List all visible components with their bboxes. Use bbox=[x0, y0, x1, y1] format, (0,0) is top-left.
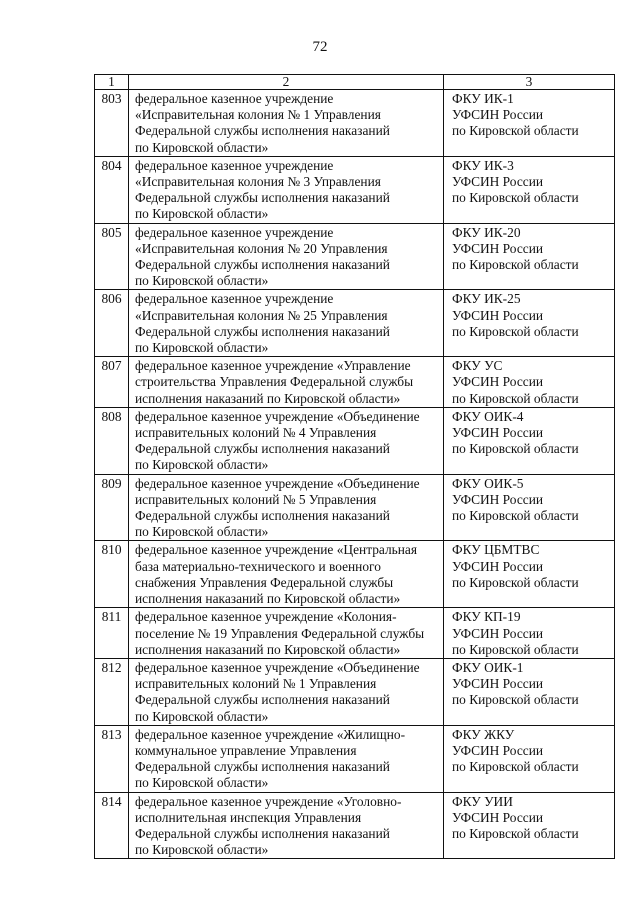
short-name-line: ФКУ ОИК-5 bbox=[452, 475, 524, 491]
short-name-line: УФСИН России bbox=[452, 809, 544, 825]
table-row bbox=[95, 90, 615, 157]
institution-full-name bbox=[129, 792, 444, 859]
name-line: Федеральной службы исполнения наказаний bbox=[135, 825, 390, 841]
name-line: «Исправительная колония № 1 Управления bbox=[135, 107, 381, 123]
institution-full-name bbox=[129, 407, 444, 474]
short-name-line: ФКУ КП-19 bbox=[452, 609, 521, 625]
registry-table bbox=[94, 74, 615, 859]
table-row bbox=[95, 290, 615, 357]
institution-full-name bbox=[129, 608, 444, 659]
name-line: по Кировской области» bbox=[135, 340, 269, 356]
short-name-line: по Кировской области bbox=[452, 825, 579, 841]
short-name-line: УФСИН России bbox=[452, 425, 544, 441]
header-col-1: 1 bbox=[95, 75, 129, 90]
short-name-line: по Кировской области bbox=[452, 323, 579, 339]
short-name-line: УФСИН России bbox=[452, 107, 544, 123]
name-line: федеральное казенное учреждение «Колония- bbox=[135, 609, 397, 625]
name-line: исполнительная инспекция Управления bbox=[135, 809, 362, 825]
institution-short-name bbox=[444, 658, 615, 725]
institution-short-name bbox=[444, 792, 615, 859]
name-line: Федеральной службы исполнения наказаний bbox=[135, 323, 390, 339]
table-row bbox=[95, 725, 615, 792]
institution-full-name bbox=[129, 474, 444, 541]
table-row bbox=[95, 658, 615, 725]
header-col-2: 2 bbox=[129, 75, 444, 90]
table-row bbox=[95, 541, 615, 608]
name-line: по Кировской области» bbox=[135, 524, 269, 540]
name-line: «Исправительная колония № 20 Управления bbox=[135, 240, 388, 256]
institution-short-name bbox=[444, 90, 615, 157]
table-row bbox=[95, 608, 615, 659]
row-number: 812 bbox=[95, 658, 129, 725]
name-line: федеральное казенное учреждение «Уголовно- bbox=[135, 793, 402, 809]
name-line: по Кировской области» bbox=[135, 457, 269, 473]
institution-short-name bbox=[444, 725, 615, 792]
institution-full-name bbox=[129, 357, 444, 408]
institution-short-name bbox=[444, 290, 615, 357]
row-number: 811 bbox=[95, 608, 129, 659]
short-name-line: УФСИН России bbox=[452, 307, 544, 323]
short-name-line: ФКУ ОИК-4 bbox=[452, 408, 524, 424]
short-name-line: по Кировской области bbox=[452, 441, 579, 457]
institution-short-name bbox=[444, 541, 615, 608]
name-line: Федеральной службы исполнения наказаний bbox=[135, 123, 390, 139]
name-line: федеральное казенное учреждение bbox=[135, 291, 334, 307]
header-row bbox=[95, 75, 615, 90]
short-name-line: УФСИН России bbox=[452, 374, 544, 390]
name-line: Федеральной службы исполнения наказаний bbox=[135, 692, 390, 708]
short-name-line: УФСИН России bbox=[452, 742, 544, 758]
name-line: «Исправительная колония № 25 Управления bbox=[135, 307, 388, 323]
name-line: по Кировской области» bbox=[135, 273, 269, 289]
table-row bbox=[95, 223, 615, 290]
row-number: 808 bbox=[95, 407, 129, 474]
name-line: Федеральной службы исполнения наказаний bbox=[135, 508, 390, 524]
name-line: исполнения наказаний по Кировской области» bbox=[135, 591, 401, 607]
row-number: 803 bbox=[95, 90, 129, 157]
short-name-line: ФКУ ЖКУ bbox=[452, 726, 515, 742]
institution-short-name bbox=[444, 156, 615, 223]
name-line: федеральное казенное учреждение «Центральная bbox=[135, 542, 418, 558]
table-header bbox=[95, 75, 615, 90]
short-name-line: по Кировской области bbox=[452, 759, 579, 775]
name-line: база материально-технического и военного bbox=[135, 558, 381, 574]
table-row bbox=[95, 156, 615, 223]
short-name-line: УФСИН России bbox=[452, 240, 544, 256]
short-name-line: по Кировской области bbox=[452, 574, 579, 590]
name-line: Федеральной службы исполнения наказаний bbox=[135, 759, 390, 775]
name-line: поселение № 19 Управления Федеральной службы bbox=[135, 625, 425, 641]
name-line: строительства Управления Федеральной службы bbox=[135, 374, 414, 390]
short-name-line: ФКУ ИК-25 bbox=[452, 291, 521, 307]
row-number: 810 bbox=[95, 541, 129, 608]
name-line: исполнения наказаний по Кировской области» bbox=[135, 390, 401, 406]
name-line: федеральное казенное учреждение bbox=[135, 91, 334, 106]
short-name-line: по Кировской области bbox=[452, 190, 579, 206]
short-name-line: УФСИН России bbox=[452, 558, 544, 574]
short-name-line: по Кировской области bbox=[452, 123, 579, 139]
short-name-line: УФСИН России bbox=[452, 491, 544, 507]
name-line: Федеральной службы исполнения наказаний bbox=[135, 257, 390, 273]
row-number: 806 bbox=[95, 290, 129, 357]
row-number: 805 bbox=[95, 223, 129, 290]
institution-full-name bbox=[129, 541, 444, 608]
institution-full-name bbox=[129, 658, 444, 725]
institution-full-name bbox=[129, 156, 444, 223]
name-line: федеральное казенное учреждение «Объединение bbox=[135, 659, 420, 675]
row-number: 807 bbox=[95, 357, 129, 408]
institution-short-name bbox=[444, 223, 615, 290]
name-line: по Кировской области» bbox=[135, 708, 269, 724]
name-line: снабжения Управления Федеральной службы bbox=[135, 574, 394, 590]
row-number: 813 bbox=[95, 725, 129, 792]
name-line: исправительных колоний № 1 Управления bbox=[135, 676, 377, 692]
institution-full-name bbox=[129, 90, 444, 157]
page-number: 72 bbox=[312, 39, 328, 55]
table-row bbox=[95, 792, 615, 859]
name-line: федеральное казенное учреждение bbox=[135, 224, 334, 240]
table-body bbox=[95, 90, 615, 859]
name-line: Федеральной службы исполнения наказаний bbox=[135, 190, 390, 206]
name-line: федеральное казенное учреждение «Объединение bbox=[135, 408, 420, 424]
short-name-line: ФКУ ИК-3 bbox=[452, 157, 514, 173]
institution-short-name bbox=[444, 608, 615, 659]
table-row bbox=[95, 357, 615, 408]
institution-short-name bbox=[444, 474, 615, 541]
name-line: коммунальное управление Управления bbox=[135, 742, 357, 758]
short-name-line: УФСИН России bbox=[452, 174, 544, 190]
short-name-line: ФКУ ИК-1 bbox=[452, 91, 514, 106]
name-line: федеральное казенное учреждение bbox=[135, 157, 334, 173]
short-name-line: по Кировской области bbox=[452, 257, 579, 273]
table-row bbox=[95, 407, 615, 474]
name-line: федеральное казенное учреждение «Объединение bbox=[135, 475, 420, 491]
short-name-line: по Кировской области bbox=[452, 641, 579, 657]
institution-short-name bbox=[444, 407, 615, 474]
short-name-line: по Кировской области bbox=[452, 508, 579, 524]
name-line: исполнения наказаний по Кировской области» bbox=[135, 641, 401, 657]
institution-full-name bbox=[129, 223, 444, 290]
short-name-line: УФСИН России bbox=[452, 625, 544, 641]
institution-short-name bbox=[444, 357, 615, 408]
name-line: федеральное казенное учреждение «Управление bbox=[135, 358, 411, 374]
header-col-3: 3 bbox=[444, 75, 615, 90]
name-line: исправительных колоний № 5 Управления bbox=[135, 491, 377, 507]
name-line: по Кировской области» bbox=[135, 775, 269, 791]
row-number: 814 bbox=[95, 792, 129, 859]
short-name-line: ФКУ ОИК-1 bbox=[452, 659, 524, 675]
row-number: 804 bbox=[95, 156, 129, 223]
short-name-line: по Кировской области bbox=[452, 390, 579, 406]
short-name-line: ФКУ УС bbox=[452, 358, 503, 374]
name-line: федеральное казенное учреждение «Жилищно- bbox=[135, 726, 406, 742]
name-line: Федеральной службы исполнения наказаний bbox=[135, 441, 390, 457]
name-line: «Исправительная колония № 3 Управления bbox=[135, 174, 381, 190]
short-name-line: по Кировской области bbox=[452, 692, 579, 708]
short-name-line: УФСИН России bbox=[452, 676, 544, 692]
row-number: 809 bbox=[95, 474, 129, 541]
name-line: по Кировской области» bbox=[135, 206, 269, 222]
name-line: по Кировской области» bbox=[135, 139, 269, 155]
table-row bbox=[95, 474, 615, 541]
institution-full-name bbox=[129, 725, 444, 792]
name-line: исправительных колоний № 4 Управления bbox=[135, 425, 377, 441]
short-name-line: ФКУ ЦБМТВС bbox=[452, 542, 540, 558]
name-line: по Кировской области» bbox=[135, 842, 269, 858]
short-name-line: ФКУ УИИ bbox=[452, 793, 513, 809]
institution-full-name bbox=[129, 290, 444, 357]
short-name-line: ФКУ ИК-20 bbox=[452, 224, 521, 240]
